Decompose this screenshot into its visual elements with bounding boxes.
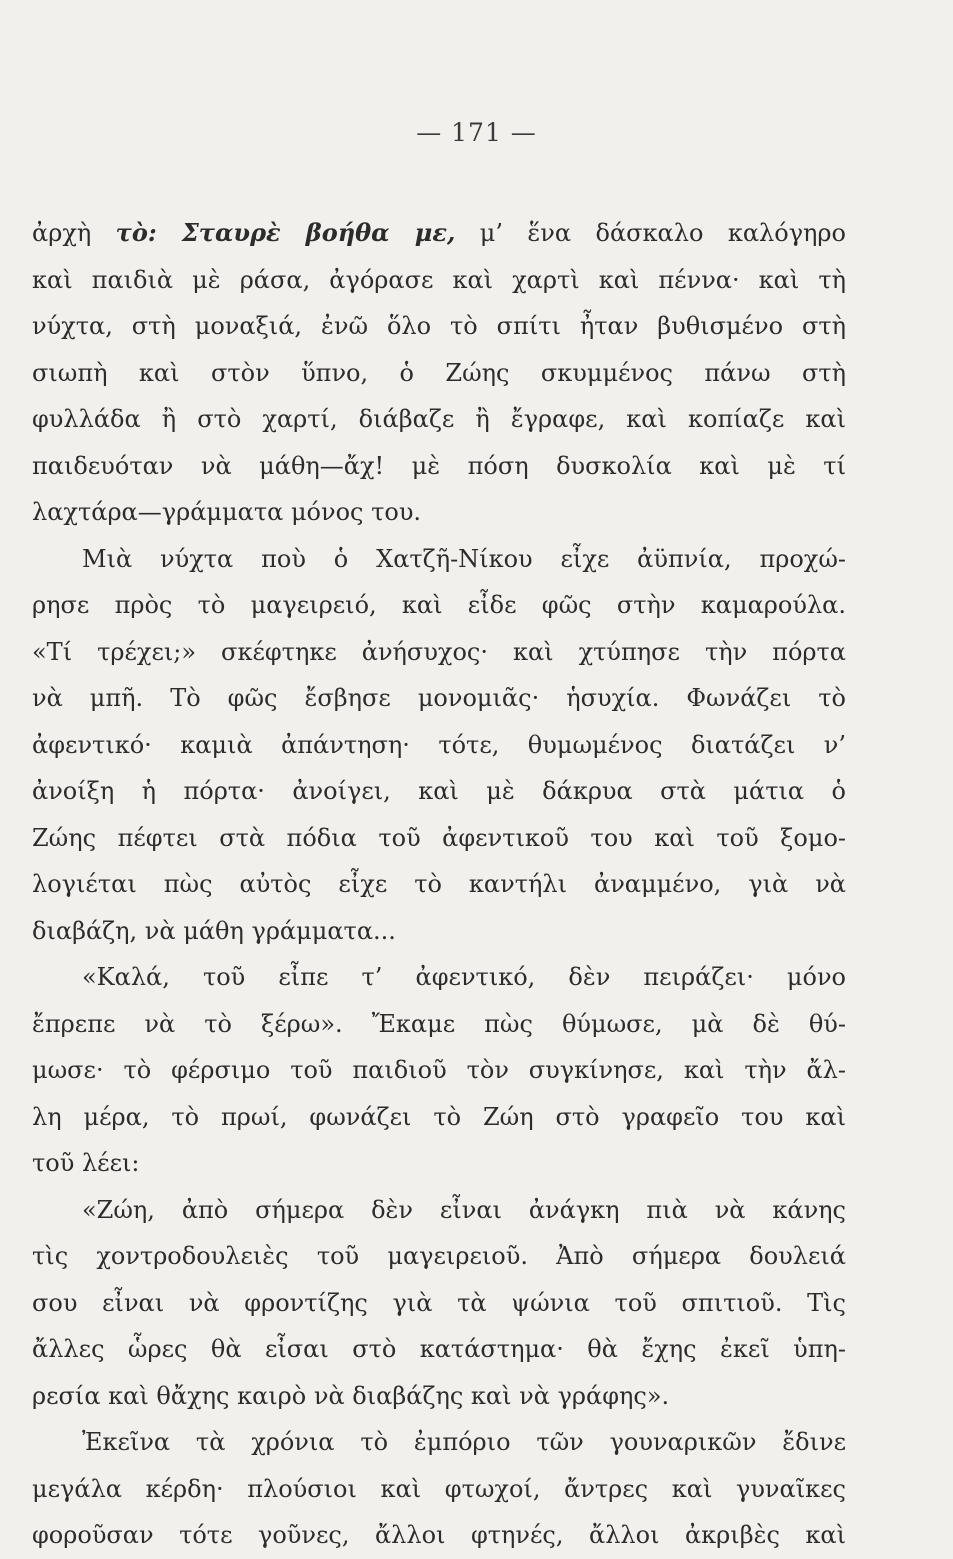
text-line xyxy=(32,815,846,862)
text-segment: παιδευόταν νὰ μάθη—ἄχ! μὲ πόση δυσκολία καὶ μὲ τί xyxy=(32,451,846,480)
text-line xyxy=(32,582,846,629)
text-line xyxy=(32,257,846,304)
paragraph xyxy=(32,536,846,955)
text-segment: ἀνοίξη ἡ πόρτα· ἀνοίγει, καὶ μὲ δάκρυα στὰ μάτια ὁ xyxy=(32,777,846,805)
text-segment: Ἐκεῖνα τὰ χρόνια τὸ ἐμπόριο τῶν γουναρικῶν ἔδινε xyxy=(82,1428,846,1456)
text-line xyxy=(32,1373,846,1420)
text-segment: ἀφεντικό· καμιὰ ἀπάντηση· τότε, θυμωμένος διατάζει ν’ xyxy=(32,730,846,759)
text-line xyxy=(32,396,846,443)
text-segment: φυλλάδα ἢ στὸ χαρτί, διάβαζε ἢ ἔγραφε, καὶ κοπίαζε καὶ xyxy=(32,405,846,433)
text-segment: Ζώης πέφτει στὰ πόδια τοῦ ἀφεντικοῦ του καὶ τοῦ ξομο- xyxy=(32,823,846,852)
text-line xyxy=(32,768,846,815)
text-segment: μωσε· τὸ φέρσιμο τοῦ παιδιοῦ τὸν συγκίνησε, καὶ τὴν ἄλ- xyxy=(32,1056,846,1084)
text-segment: «Καλά, τοῦ εἶπε τ’ ἀφεντικό, δὲν πειράζει· μόνο xyxy=(82,963,846,991)
text-segment: ἔπρεπε νὰ τὸ ξέρω». Ἔκαμε πὼς θύμωσε, μὰ δὲ θύ- xyxy=(32,1009,846,1038)
text-line xyxy=(32,1140,846,1187)
text-segment: μ’ ἕνα δάσκαλο καλόγηρο xyxy=(455,219,846,247)
text-line xyxy=(32,1047,846,1094)
text-segment: λη μέρα, τὸ πρωί, φωνάζει τὸ Ζώη στὸ γραφεῖο του καὶ xyxy=(32,1102,846,1131)
text-line xyxy=(32,1094,846,1141)
text-segment: σου εἶναι νὰ φροντίζης γιὰ τὰ ψώνια τοῦ σπιτιοῦ. Τὶς xyxy=(32,1288,846,1317)
emphasized-phrase: τὸ: Σταυρὲ βοήθα με, xyxy=(115,218,456,247)
text-segment: σιωπὴ καὶ στὸν ὕπνο, ὁ Ζώης σκυμμένος πάνω στὴ xyxy=(32,358,846,387)
paragraph xyxy=(32,1187,846,1420)
text-segment: νὰ μπῆ. Τὸ φῶς ἔσβησε μονομιᾶς· ἡσυχία. Φωνάζει τὸ xyxy=(32,684,846,712)
text-line xyxy=(32,1326,846,1373)
text-line xyxy=(32,861,846,908)
text-line xyxy=(32,1419,846,1466)
text-line xyxy=(32,629,846,676)
text-segment: λογιέται πὼς αὐτὸς εἶχε τὸ καντήλι ἀναμμένο, γιὰ νὰ xyxy=(32,870,846,898)
text-segment: καὶ παιδιὰ μὲ ράσα, ἀγόρασε καὶ χαρτὶ καὶ πέννα· καὶ τὴ xyxy=(32,265,846,294)
text-line xyxy=(32,675,846,722)
text-segment: τὶς χοντροδουλειὲς τοῦ μαγειρειοῦ. Ἀπὸ σήμερα δουλειά xyxy=(32,1242,846,1270)
text-segment: νύχτα, στὴ μοναξιά, ἐνῶ ὅλο τὸ σπίτι ἦταν βυθισμένο στὴ xyxy=(32,312,846,340)
text-segment: «Τί τρέχει;» σκέφτηκε ἀνήσυχος· καὶ χτύπησε τὴν πόρτα xyxy=(32,637,846,666)
text-line xyxy=(32,350,846,397)
text-segment: Μιὰ νύχτα ποὺ ὁ Χατζῆ-Νίκου εἶχε ἀϋπνία, προχώ- xyxy=(82,544,846,573)
text-line xyxy=(32,1001,846,1048)
paragraph xyxy=(32,210,846,536)
text-segment: λαχτάρα—γράμματα μόνος του. xyxy=(32,498,422,526)
text-line xyxy=(32,908,846,955)
paragraph xyxy=(32,954,846,1187)
text-segment: ρεσία καὶ θἄχης καιρὸ νὰ διαβάζης καὶ νὰ γράφης». xyxy=(32,1381,670,1410)
text-line xyxy=(32,1466,846,1513)
text-line xyxy=(32,536,846,583)
text-line xyxy=(32,443,846,490)
paragraph xyxy=(32,1419,846,1559)
text-segment: ρησε πρὸς τὸ μαγειρειό, καὶ εἶδε φῶς στὴν καμαρούλα. xyxy=(32,591,846,619)
text-line xyxy=(32,1280,846,1327)
text-line xyxy=(32,303,846,350)
text-line xyxy=(32,489,846,536)
text-line xyxy=(32,954,846,1001)
text-segment: «Ζώη, ἀπὸ σήμερα δὲν εἶναι ἀνάγκη πιὰ νὰ κάνης xyxy=(82,1195,846,1224)
text-segment: διαβάζη, νὰ μάθη γράμματα... xyxy=(32,916,396,945)
text-line xyxy=(32,1187,846,1234)
text-line xyxy=(32,1512,846,1559)
text-line xyxy=(32,210,846,257)
text-segment: ἄλλες ὧρες θὰ εἶσαι στὸ κατάστημα· θὰ ἔχης ἐκεῖ ὑπη- xyxy=(32,1335,846,1363)
text-segment: μεγάλα κέρδη· πλούσιοι καὶ φτωχοί, ἄντρες καὶ γυναῖκες xyxy=(32,1474,846,1503)
text-segment: φοροῦσαν τότε γοῦνες, ἄλλοι φτηνές, ἄλλοι ἀκριβὲς καὶ xyxy=(32,1521,846,1549)
text-segment: ἀρχὴ xyxy=(32,219,116,247)
text-segment: τοῦ λέει: xyxy=(32,1149,140,1177)
page-number: — 171 — xyxy=(416,118,537,147)
text-line xyxy=(32,722,846,769)
text-line xyxy=(32,1233,846,1280)
body-text xyxy=(32,210,846,1559)
